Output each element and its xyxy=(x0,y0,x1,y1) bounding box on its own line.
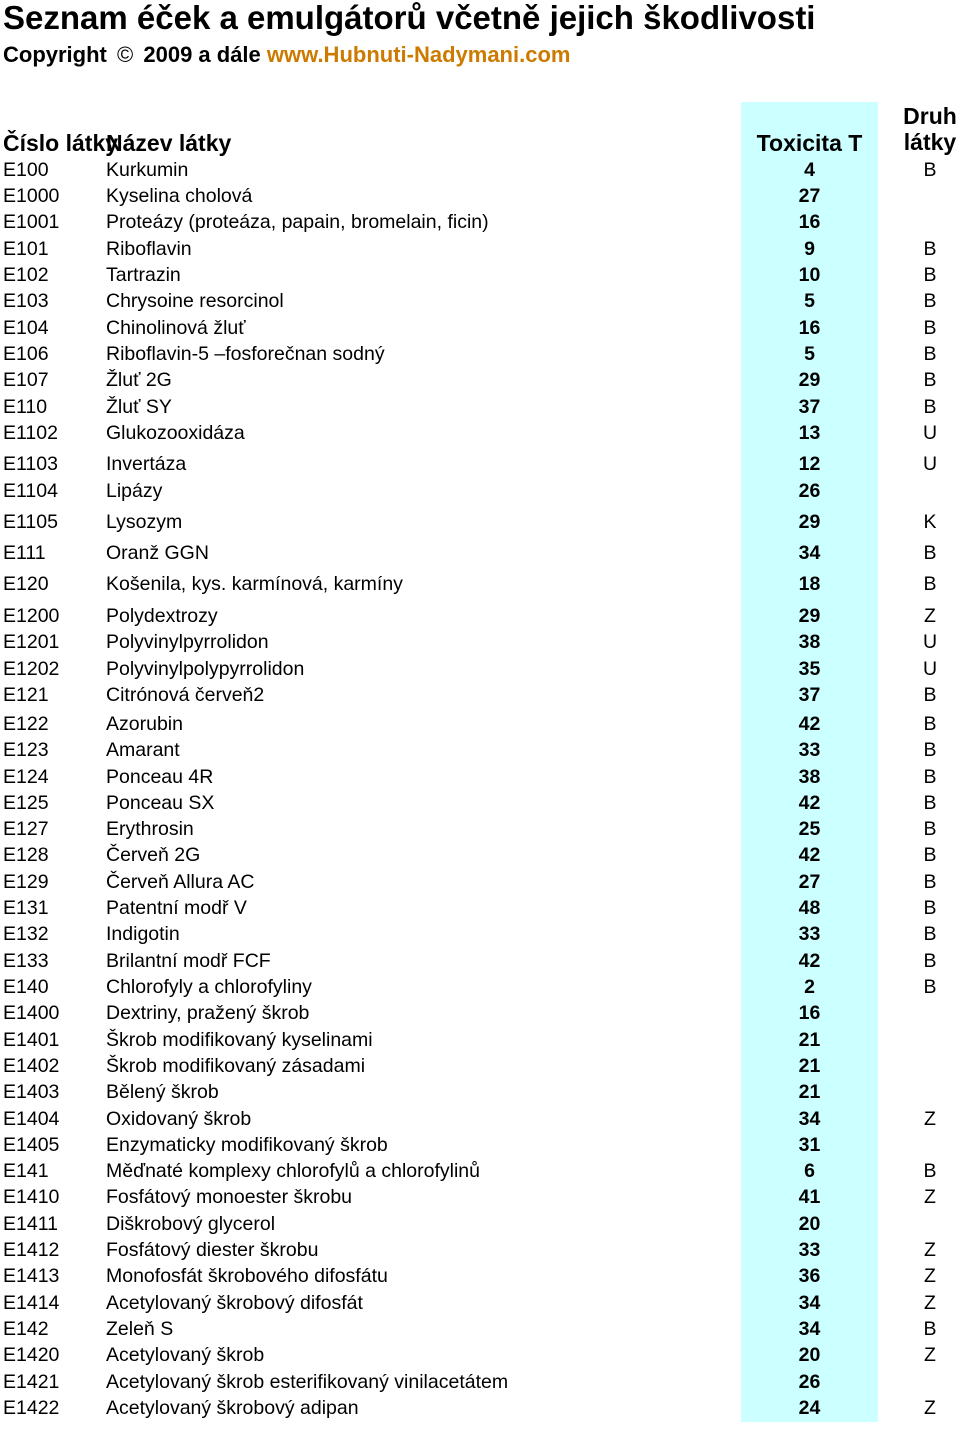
substance-type: Z xyxy=(924,1344,936,1366)
additive-code: E120 xyxy=(3,573,49,595)
additive-code: E100 xyxy=(3,159,49,181)
additive-code: E103 xyxy=(3,290,49,312)
substance-type: B xyxy=(923,542,937,564)
table-row xyxy=(0,603,960,629)
substance-type: B xyxy=(923,713,937,735)
substance-type: B xyxy=(923,766,937,788)
table-row xyxy=(0,478,960,504)
additive-name: Kurkumin xyxy=(106,159,189,181)
toxicity-value: 24 xyxy=(798,1397,821,1419)
additive-code: E140 xyxy=(3,976,49,998)
substance-type: B xyxy=(923,343,937,365)
table-row xyxy=(0,451,960,477)
table-row xyxy=(0,974,960,1000)
additive-code: E1410 xyxy=(3,1186,60,1208)
additive-code: E1420 xyxy=(3,1344,60,1366)
additive-code: E1412 xyxy=(3,1239,60,1261)
table-row xyxy=(0,209,960,235)
substance-type: B xyxy=(923,369,937,391)
substance-type: B xyxy=(923,317,937,339)
toxicity-value: 48 xyxy=(798,897,821,919)
header-druh-latky xyxy=(880,103,980,155)
additive-name: Lipázy xyxy=(106,480,163,502)
additive-code: E107 xyxy=(3,369,49,391)
additive-name: Měďnaté komplexy chlorofylů a chlorofylinů xyxy=(106,1160,480,1182)
additive-code: E1414 xyxy=(3,1292,60,1314)
table-row xyxy=(0,1342,960,1368)
additive-name: Diškrobový glycerol xyxy=(106,1213,276,1235)
additive-code: E122 xyxy=(3,713,49,735)
additive-name: Oxidovaný škrob xyxy=(106,1108,252,1130)
additive-name: Polyvinylpolypyrrolidon xyxy=(106,658,305,680)
toxicity-value: 21 xyxy=(798,1055,821,1077)
substance-type: B xyxy=(923,844,937,866)
toxicity-value: 21 xyxy=(798,1081,821,1103)
toxicity-value: 42 xyxy=(798,844,821,866)
additive-name: Proteázy (proteáza, papain, bromelain, ficin) xyxy=(106,211,489,233)
additive-name: Polyvinylpyrrolidon xyxy=(106,631,269,653)
substance-type: K xyxy=(923,511,937,533)
table-row xyxy=(0,540,960,566)
toxicity-value: 29 xyxy=(798,511,821,533)
table-row xyxy=(0,236,960,262)
substance-type: Z xyxy=(924,1186,936,1208)
toxicity-value: 38 xyxy=(798,631,821,653)
additive-code: E1402 xyxy=(3,1055,60,1077)
substance-type: Z xyxy=(924,605,936,627)
additive-code: E1001 xyxy=(3,211,60,233)
toxicity-value: 34 xyxy=(798,542,821,564)
additive-name: Glukozooxidáza xyxy=(106,422,245,444)
additive-name: Tartrazin xyxy=(106,264,181,286)
page-title: Seznam éček a emulgátorů včetně jejich škodlivosti xyxy=(3,0,816,36)
toxicity-value: 16 xyxy=(798,1002,821,1024)
toxicity-value: 34 xyxy=(798,1108,821,1130)
table-row xyxy=(0,921,960,947)
toxicity-value: 33 xyxy=(798,923,821,945)
toxicity-value: 16 xyxy=(798,211,821,233)
table-row xyxy=(0,1184,960,1210)
toxicity-value: 16 xyxy=(798,317,821,339)
additive-code: E1202 xyxy=(3,658,60,680)
additive-code: E1401 xyxy=(3,1029,60,1051)
substance-type: Z xyxy=(924,1397,936,1419)
toxicity-value: 42 xyxy=(798,950,821,972)
table-row xyxy=(0,682,960,708)
copyright-year: 2009 a dále xyxy=(143,42,261,67)
additive-name: Chrysoine resorcinol xyxy=(106,290,284,312)
table-row xyxy=(0,895,960,921)
copyright-symbol: © xyxy=(117,42,134,67)
additive-name: Škrob modifikovaný zásadami xyxy=(106,1055,366,1077)
table-row xyxy=(0,509,960,535)
table-row xyxy=(0,1290,960,1316)
toxicity-value: 26 xyxy=(798,480,821,502)
additive-code: E129 xyxy=(3,871,49,893)
additive-name: Acetylovaný škrob esterifikovaný vinilacetátem xyxy=(106,1371,509,1393)
additive-code: E101 xyxy=(3,238,49,260)
additive-code: E127 xyxy=(3,818,49,840)
substance-type: B xyxy=(923,573,937,595)
additive-code: E1201 xyxy=(3,631,60,653)
substance-type: B xyxy=(923,290,937,312)
table-row xyxy=(0,262,960,288)
substance-type: B xyxy=(923,1318,937,1340)
additive-name: Patentní modř V xyxy=(106,897,247,919)
table-row xyxy=(0,1263,960,1289)
header-toxicita: Toxicita T xyxy=(756,130,863,156)
toxicity-value: 2 xyxy=(804,976,815,998)
toxicity-value: 42 xyxy=(798,713,821,735)
additive-name: Riboflavin-5 –fosforečnan sodný xyxy=(106,343,385,365)
additive-name: Fosfátový diester škrobu xyxy=(106,1239,319,1261)
table-row xyxy=(0,1237,960,1263)
toxicity-value: 20 xyxy=(798,1213,821,1235)
substance-type: Z xyxy=(924,1292,936,1314)
additive-name: Monofosfát škrobového difosfátu xyxy=(106,1265,388,1287)
table-row xyxy=(0,420,960,446)
additive-code: E123 xyxy=(3,739,49,761)
additive-name: Acetylovaný škrobový difosfát xyxy=(106,1292,363,1314)
additive-code: E1105 xyxy=(3,511,58,533)
table-row xyxy=(0,790,960,816)
table-row xyxy=(0,341,960,367)
additive-code: E106 xyxy=(3,343,49,365)
additive-code: E1413 xyxy=(3,1265,60,1287)
additive-code: E131 xyxy=(3,897,49,919)
additive-name: Kyselina cholová xyxy=(106,185,253,207)
toxicity-value: 31 xyxy=(798,1134,821,1156)
table-row xyxy=(0,157,960,183)
substance-type: U xyxy=(922,631,938,653)
additive-name: Zeleň S xyxy=(106,1318,174,1340)
additive-code: E141 xyxy=(3,1160,49,1182)
additive-code: E1102 xyxy=(3,422,58,444)
additive-name: Enzymaticky modifikovaný škrob xyxy=(106,1134,388,1156)
table-row xyxy=(0,816,960,842)
table-row xyxy=(0,1211,960,1237)
toxicity-value: 5 xyxy=(804,343,815,365)
additive-code: E1200 xyxy=(3,605,60,627)
toxicity-value: 34 xyxy=(798,1292,821,1314)
additive-code: E1422 xyxy=(3,1397,60,1419)
toxicity-value: 38 xyxy=(798,766,821,788)
table-row xyxy=(0,1079,960,1105)
substance-type: B xyxy=(923,950,937,972)
substance-type: B xyxy=(923,818,937,840)
additive-name: Bělený škrob xyxy=(106,1081,219,1103)
table-row xyxy=(0,571,960,597)
substance-type: B xyxy=(923,159,937,181)
additive-code: E1405 xyxy=(3,1134,60,1156)
additive-code: E1403 xyxy=(3,1081,60,1103)
additive-name: Červeň Allura AC xyxy=(106,871,255,893)
additive-name: Ponceau SX xyxy=(106,792,215,814)
toxicity-value: 20 xyxy=(798,1344,821,1366)
table-row xyxy=(0,711,960,737)
additive-code: E132 xyxy=(3,923,49,945)
additive-code: E133 xyxy=(3,950,49,972)
additive-name: Chinolinová žluť xyxy=(106,317,246,339)
table-row xyxy=(0,394,960,420)
toxicity-value: 10 xyxy=(798,264,821,286)
table-row xyxy=(0,737,960,763)
substance-type: B xyxy=(923,871,937,893)
toxicity-value: 27 xyxy=(798,185,821,207)
toxicity-value: 26 xyxy=(798,1371,821,1393)
additive-name: Dextriny, pražený škrob xyxy=(106,1002,310,1024)
additive-code: E125 xyxy=(3,792,49,814)
table-row xyxy=(0,315,960,341)
toxicity-value: 9 xyxy=(804,238,815,260)
additive-name: Žluť SY xyxy=(106,396,172,418)
copyright-prefix: Copyright xyxy=(3,42,107,67)
additive-code: E110 xyxy=(3,396,48,418)
substance-type: Z xyxy=(924,1265,936,1287)
additive-name: Ponceau 4R xyxy=(106,766,214,788)
header-druh-line1: Druh xyxy=(903,103,957,129)
table-row xyxy=(0,1053,960,1079)
toxicity-value: 42 xyxy=(798,792,821,814)
table-row xyxy=(0,367,960,393)
additive-name: Brilantní modř FCF xyxy=(106,950,271,972)
table-row xyxy=(0,183,960,209)
additive-code: E104 xyxy=(3,317,49,339)
toxicity-value: 34 xyxy=(798,1318,821,1340)
toxicity-value: 6 xyxy=(804,1160,815,1182)
substance-type: Z xyxy=(924,1108,936,1130)
additive-code: E124 xyxy=(3,766,49,788)
toxicity-value: 37 xyxy=(798,684,821,706)
additive-name: Indigotin xyxy=(106,923,180,945)
table-row xyxy=(0,1316,960,1342)
substance-type: U xyxy=(922,658,938,680)
toxicity-value: 33 xyxy=(798,1239,821,1261)
additive-code: E1103 xyxy=(3,453,58,475)
substance-type: B xyxy=(923,792,937,814)
additive-code: E121 xyxy=(3,684,49,706)
substance-type: B xyxy=(923,1160,937,1182)
additive-code: E1400 xyxy=(3,1002,60,1024)
additive-name: Acetylovaný škrob xyxy=(106,1344,265,1366)
additive-code: E128 xyxy=(3,844,49,866)
additive-name: Škrob modifikovaný kyselinami xyxy=(106,1029,373,1051)
substance-type: B xyxy=(923,897,937,919)
additive-name: Invertáza xyxy=(106,453,187,475)
substance-type: B xyxy=(923,264,937,286)
additive-name: Chlorofyly a chlorofyliny xyxy=(106,976,312,998)
substance-type: U xyxy=(922,453,938,475)
additive-name: Citrónová červeň2 xyxy=(106,684,265,706)
substance-type: B xyxy=(923,238,937,260)
additive-name: Amarant xyxy=(106,739,180,761)
toxicity-value: 29 xyxy=(798,605,821,627)
toxicity-value: 33 xyxy=(798,739,821,761)
additive-code: E142 xyxy=(3,1318,49,1340)
toxicity-value: 21 xyxy=(798,1029,821,1051)
substance-type: B xyxy=(923,976,937,998)
toxicity-value: 18 xyxy=(798,573,821,595)
header-cislo-latky: Číslo látky xyxy=(3,130,119,156)
substance-type: U xyxy=(922,422,938,444)
substance-type: B xyxy=(923,684,937,706)
additive-code: E111 xyxy=(3,542,46,564)
toxicity-value: 13 xyxy=(798,422,821,444)
additive-name: Lysozym xyxy=(106,511,183,533)
table-row xyxy=(0,629,960,655)
table-row xyxy=(0,1000,960,1026)
toxicity-value: 37 xyxy=(798,396,821,418)
additive-code: E1000 xyxy=(3,185,60,207)
toxicity-value: 12 xyxy=(798,453,821,475)
additive-name: Acetylovaný škrobový adipan xyxy=(106,1397,359,1419)
additive-code: E1421 xyxy=(3,1371,60,1393)
additive-name: Azorubin xyxy=(106,713,183,735)
toxicity-value: 36 xyxy=(798,1265,821,1287)
table-row xyxy=(0,764,960,790)
toxicity-value: 5 xyxy=(804,290,815,312)
table-row xyxy=(0,1106,960,1132)
toxicity-value: 29 xyxy=(798,369,821,391)
table-row xyxy=(0,869,960,895)
table-row xyxy=(0,842,960,868)
toxicity-value: 4 xyxy=(804,159,815,181)
additive-name: Košenila, kys. karmínová, karmíny xyxy=(106,573,403,595)
additive-code: E1404 xyxy=(3,1108,60,1130)
substance-type: B xyxy=(923,923,937,945)
toxicity-value: 41 xyxy=(798,1186,821,1208)
toxicity-value: 35 xyxy=(798,658,821,680)
table-row xyxy=(0,1369,960,1395)
table-row xyxy=(0,1027,960,1053)
table-row xyxy=(0,1132,960,1158)
substance-type: B xyxy=(923,396,937,418)
header-nazev-latky: Název látky xyxy=(106,130,232,156)
additive-code: E1411 xyxy=(3,1213,58,1235)
table-row xyxy=(0,288,960,314)
additive-code: E102 xyxy=(3,264,49,286)
copyright-line xyxy=(3,41,570,69)
toxicity-value: 27 xyxy=(798,871,821,893)
substance-type: B xyxy=(923,739,937,761)
website-link[interactable]: www.Hubnuti-Nadymani.com xyxy=(266,42,571,67)
table-row xyxy=(0,1158,960,1184)
additive-name: Polydextrozy xyxy=(106,605,218,627)
additive-code: E1104 xyxy=(3,480,58,502)
table-row xyxy=(0,656,960,682)
additive-name: Červeň 2G xyxy=(106,844,201,866)
additive-name: Žluť 2G xyxy=(106,369,172,391)
additive-name: Riboflavin xyxy=(106,238,192,260)
additive-name: Erythrosin xyxy=(106,818,194,840)
toxicity-value: 25 xyxy=(798,818,821,840)
substance-type: Z xyxy=(924,1239,936,1261)
additive-name: Oranž GGN xyxy=(106,542,209,564)
header-druh-line2: látky xyxy=(903,129,957,155)
additive-name: Fosfátový monoester škrobu xyxy=(106,1186,353,1208)
table-row xyxy=(0,1395,960,1421)
table-row xyxy=(0,948,960,974)
